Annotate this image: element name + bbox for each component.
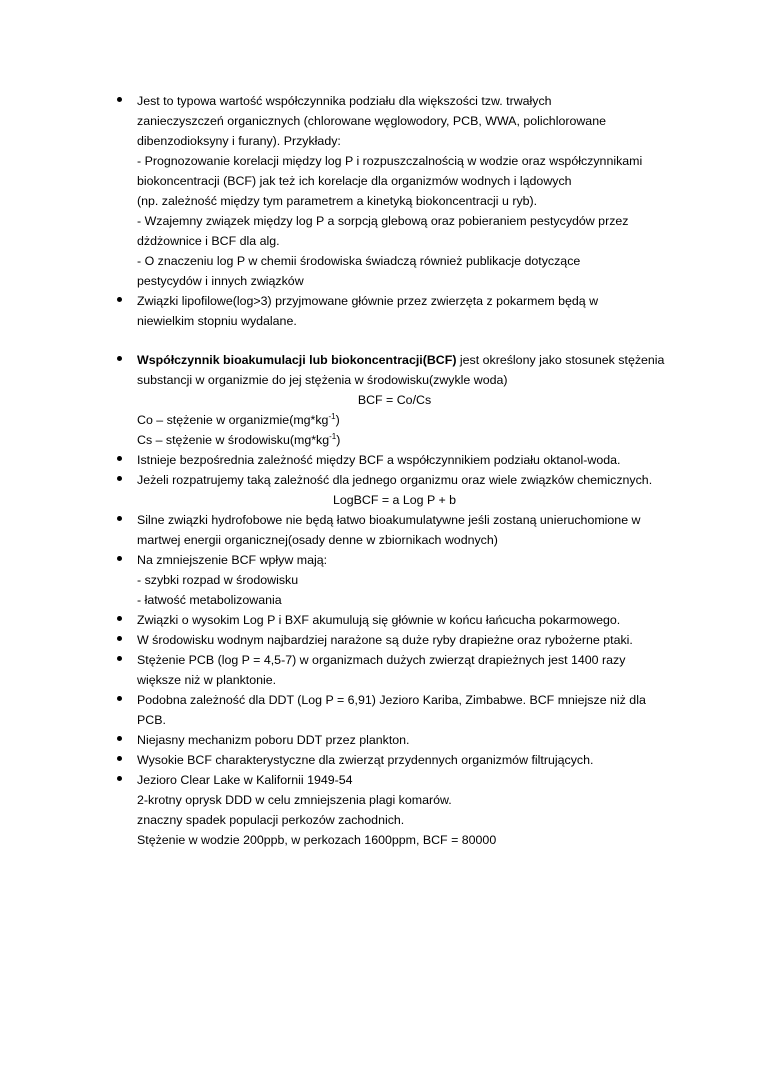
text-line: Stężenie w wodzie 200ppb, w perkozach 1600ppm, BCF = 80000	[137, 833, 497, 847]
bullet-icon	[117, 636, 122, 641]
text-line: - Wzajemny związek między log P a sorpcją glebową oraz pobieraniem pestycydów przez	[137, 214, 629, 228]
cs-exponent: -1	[329, 431, 337, 441]
cs-definition: Cs – stężenie w środowisku(mg*kg	[137, 433, 330, 447]
text-line: Jezioro Clear Lake w Kalifornii 1949-54	[137, 773, 353, 787]
bcf-definition-text: jest określony jako stosunek stężenia	[456, 353, 665, 367]
text-line: większe niż w planktonie.	[137, 673, 277, 687]
formula-bcf: BCF = Co/Cs	[357, 393, 432, 407]
text-line: - szybki rozpad w środowisku	[137, 573, 299, 587]
text-line: Silne związki hydrofobowe nie będą łatwo bioakumulatywne jeśli zostaną unieruchomione w	[137, 513, 641, 527]
bullet-icon	[117, 476, 122, 481]
bullet-icon	[117, 756, 122, 761]
text-line: Stężenie PCB (log P = 4,5-7) w organizmach dużych zwierząt drapieżnych jest 1400 razy	[137, 653, 626, 667]
bullet-icon	[117, 97, 122, 102]
co-exponent: -1	[328, 411, 336, 421]
text-line: Jeżeli rozpatrujemy taką zależność dla jednego organizmu oraz wiele związków chemicznych.	[137, 473, 653, 487]
text-line: substancji w organizmie do jej stężenia w środowisku(zwykle woda)	[137, 373, 508, 387]
co-close: )	[335, 413, 340, 427]
text-line: - Prognozowanie korelacji między log P i rozpuszczalnością w wodzie oraz współczynnikami	[137, 154, 643, 168]
bullet-icon	[117, 736, 122, 741]
cs-close: )	[336, 433, 341, 447]
text-line: Jest to typowa wartość współczynnika podziału dla większości tzw. trwałych	[137, 94, 552, 108]
bullet-icon	[117, 696, 122, 701]
text-line: biokoncentracji (BCF) jak też ich korelacje dla organizmów wodnych i lądowych	[137, 174, 572, 188]
text-line: niewielkim stopniu wydalane.	[137, 314, 297, 328]
text-line: (np. zależność między tym parametrem a kinetyką biokoncentracji u ryb).	[137, 194, 538, 208]
text-line: PCB.	[137, 713, 166, 727]
text-line: Związki o wysokim Log P i BXF akumulują się głównie w końcu łańcucha pokarmowego.	[137, 613, 621, 627]
bullet-icon	[117, 297, 122, 302]
text-line: - O znaczeniu log P w chemii środowiska świadczą również publikacje dotyczące	[137, 254, 581, 268]
text-line: pestycydów i innych związków	[137, 274, 304, 288]
text-line-co	[137, 410, 340, 430]
bullet-icon	[117, 456, 122, 461]
bullet-icon	[117, 516, 122, 521]
co-definition: Co – stężenie w organizmie(mg*kg	[137, 413, 329, 427]
bullet-icon	[117, 556, 122, 561]
text-line: martwej energii organicznej(osady denne w zbiornikach wodnych)	[137, 533, 498, 547]
text-line: zanieczyszczeń organicznych (chlorowane węglowodory, PCB, WWA, polichlorowane	[137, 114, 606, 128]
bullet-icon	[117, 776, 122, 781]
text-line: - łatwość metabolizowania	[137, 593, 282, 607]
text-line: W środowisku wodnym najbardziej narażone są duże ryby drapieżne oraz rybożerne ptaki.	[137, 633, 633, 647]
formula-logbcf: LogBCF = a Log P + b	[332, 493, 457, 507]
text-line	[137, 350, 664, 370]
bullet-icon	[117, 616, 122, 621]
bullet-icon	[117, 356, 122, 361]
text-line-cs	[137, 430, 340, 450]
text-line: Istnieje bezpośrednia zależność między BCF a współczynnikiem podziału oktanol-woda.	[137, 453, 621, 467]
text-line: Na zmniejszenie BCF wpływ mają:	[137, 553, 328, 567]
text-line: Podobna zależność dla DDT (Log P = 6,91) Jezioro Kariba, Zimbabwe. BCF mniejsze niż dla	[137, 693, 646, 707]
text-line: 2-krotny oprysk DDD w celu zmniejszenia plagi komarów.	[137, 793, 452, 807]
text-line: Związki lipofilowe(log>3) przyjmowane głównie przez zwierzęta z pokarmem będą w	[137, 294, 599, 308]
text-line: dibenzodioksyny i furany). Przykłady:	[137, 134, 341, 148]
bullet-icon	[117, 656, 122, 661]
text-line: dżdżownice i BCF dla alg.	[137, 234, 280, 248]
text-line: znaczny spadek populacji perkozów zachodnich.	[137, 813, 405, 827]
text-line: Niejasny mechanizm poboru DDT przez plankton.	[137, 733, 410, 747]
bcf-term: Współczynnik bioakumulacji lub biokoncentracji(BCF)	[137, 353, 457, 367]
text-line: Wysokie BCF charakterystyczne dla zwierząt przydennych organizmów filtrujących.	[137, 753, 594, 767]
